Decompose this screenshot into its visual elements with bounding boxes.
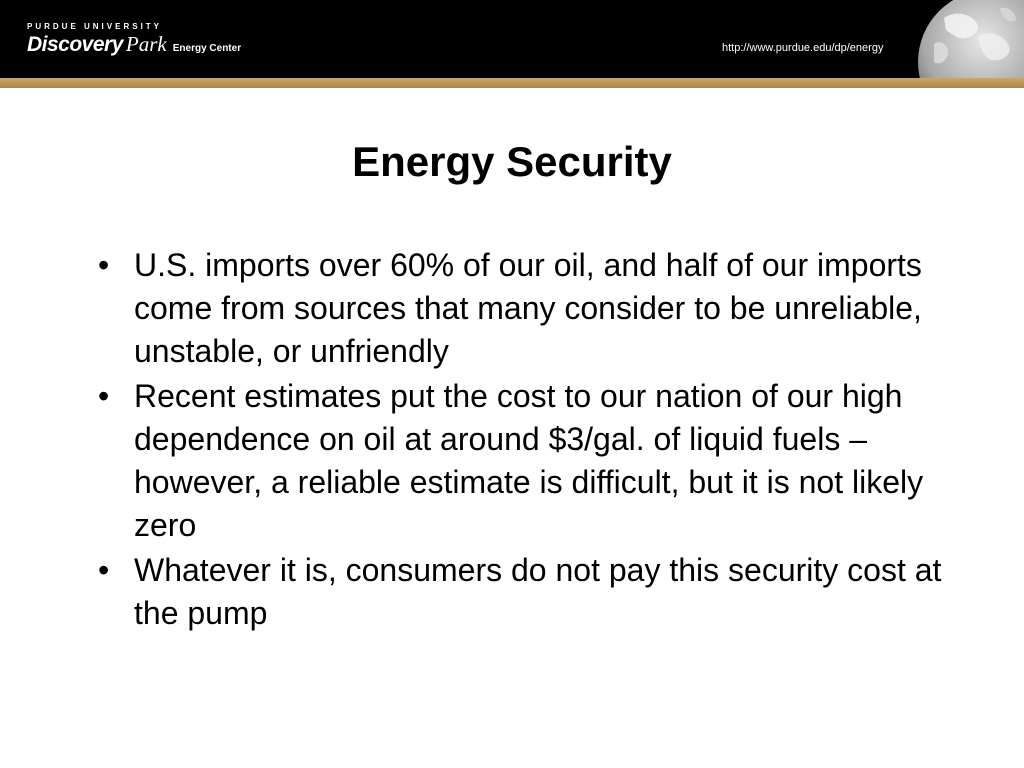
- bullet-item: [98, 549, 958, 635]
- logo-row: [27, 32, 241, 57]
- bullet-list: [98, 244, 958, 637]
- discovery-park-logo: [27, 22, 241, 57]
- bullet-item: [98, 244, 958, 373]
- logo-park-text: Park: [125, 32, 167, 56]
- header-url: http://www.purdue.edu/dp/energy: [722, 42, 884, 54]
- bullet-icon: •: [98, 247, 110, 283]
- logo-energy-center-text: Energy Center: [172, 43, 242, 54]
- globe-icon: [904, 0, 1024, 78]
- bullet-item: [98, 375, 958, 547]
- logo-discovery-text: Discovery: [27, 33, 123, 56]
- bullet-icon: •: [98, 552, 110, 588]
- slide-title: Energy Security: [352, 138, 672, 185]
- bullet-text: Recent estimates put the cost to our nation of our high dependence on oil at around $3/gal. of liquid fuels – however, a reliable estimate is difficult, but it is not likely zero: [134, 378, 924, 543]
- bullet-text: U.S. imports over 60% of our oil, and half of our imports come from sources that many consider to be unreliable, unstable, or unfriendly: [134, 247, 922, 369]
- logo-university-text: PURDUE UNIVERSITY: [27, 22, 163, 31]
- bullet-text: Whatever it is, consumers do not pay this security cost at the pump: [134, 552, 942, 631]
- header-gold-rule: [0, 78, 1024, 88]
- bullet-icon: •: [98, 378, 110, 414]
- header-bar: [0, 0, 1024, 78]
